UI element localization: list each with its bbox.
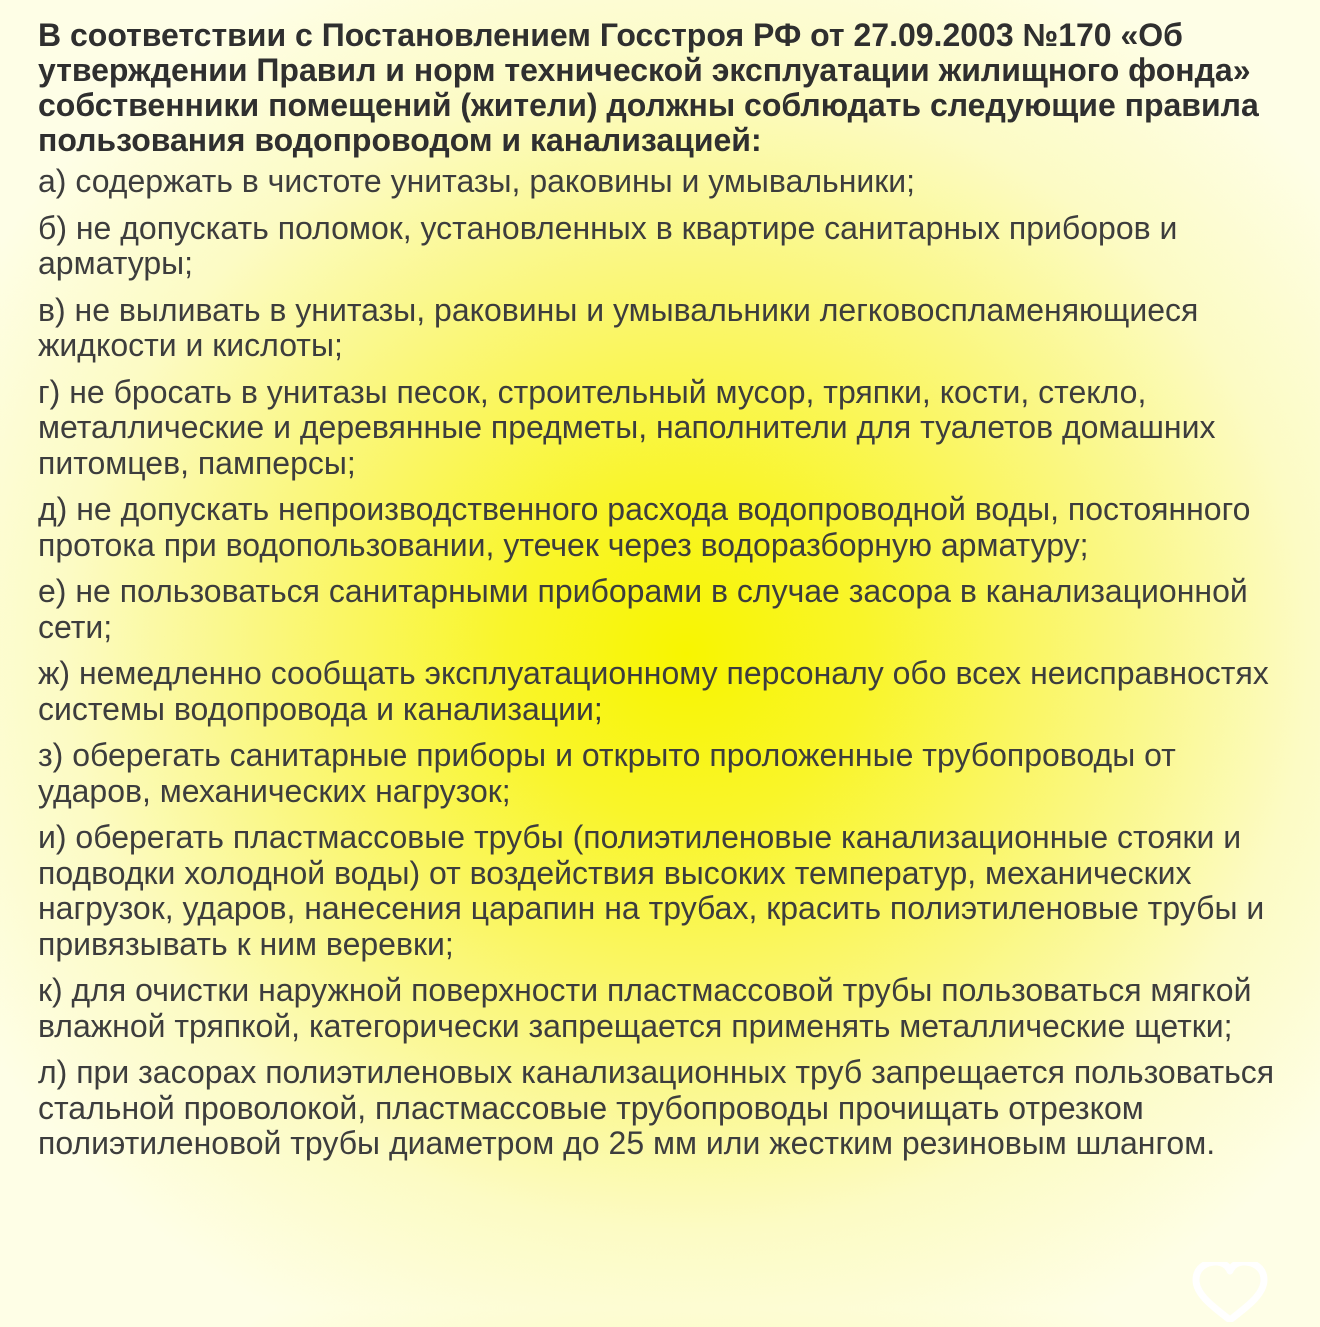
rule-a: а) содержать в чистоте унитазы, раковины и умывальники;: [38, 163, 916, 199]
rule-e: е) не пользоваться санитарными приборами в случае засора в канализационной сети;: [38, 573, 1248, 645]
rule-v: в) не выливать в унитазы, раковины и умывальники легковоспламеняющиеся жидкости и кислоты;: [38, 291, 1199, 363]
rule-z: з) оберегать санитарные приборы и открыто проложенные трубопроводы от ударов, механических нагрузок;: [38, 737, 1176, 809]
rule-b: б) не допускать поломок, установленных в квартире санитарных приборов и арматуры;: [38, 209, 1178, 281]
rule-l: л) при засорах полиэтиленовых канализационных труб запрещается пользоваться стальной проволокой, пластмассовые трубопроводы прочищать отрезком полиэтиленовой трубы диаметром до 25 мм или жестким резиновым шлангом.: [38, 1054, 1275, 1161]
rule-i: и) оберегать пластмассовые трубы (полиэтиленовые канализационные стояки и подводки холодной воды) от воздействия высоких температур, механических нагрузок, ударов, нанесения царапин на трубах, красить полиэтиленовые трубы и привязывать к ним веревки;: [38, 819, 1265, 962]
intro-paragraph: В соответствии с Постановлением Госстроя РФ от 27.09.2003 №170 «Об утверждении Правил и норм технической эксплуатации жилищного фонда» собственники помещений (жители) должны соблюдать следующие правила пользования водопроводом и канализацией:: [38, 17, 1259, 158]
rule-k: к) для очистки наружной поверхности пластмассовой трубы пользоваться мягкой влажной тряпкой, категорически запрещается применять металлические щетки;: [38, 972, 1252, 1044]
document: [38, 18, 1288, 1173]
rule-d: д) не допускать непроизводственного расхода водопроводной воды, постоянного протока при водопользовании, утечек через водоразборную арматуру;: [38, 491, 1251, 563]
heart-icon[interactable]: [1188, 1262, 1272, 1322]
rule-g: г) не бросать в унитазы песок, строительный мусор, тряпки, кости, стекло, металлические и деревянные предметы, наполнители для туалетов домашних питомцев, памперсы;: [38, 373, 1216, 481]
rule-zh: ж) немедленно сообщать эксплуатационному персоналу обо всех неисправностях системы водопровода и канализации;: [38, 655, 1269, 727]
